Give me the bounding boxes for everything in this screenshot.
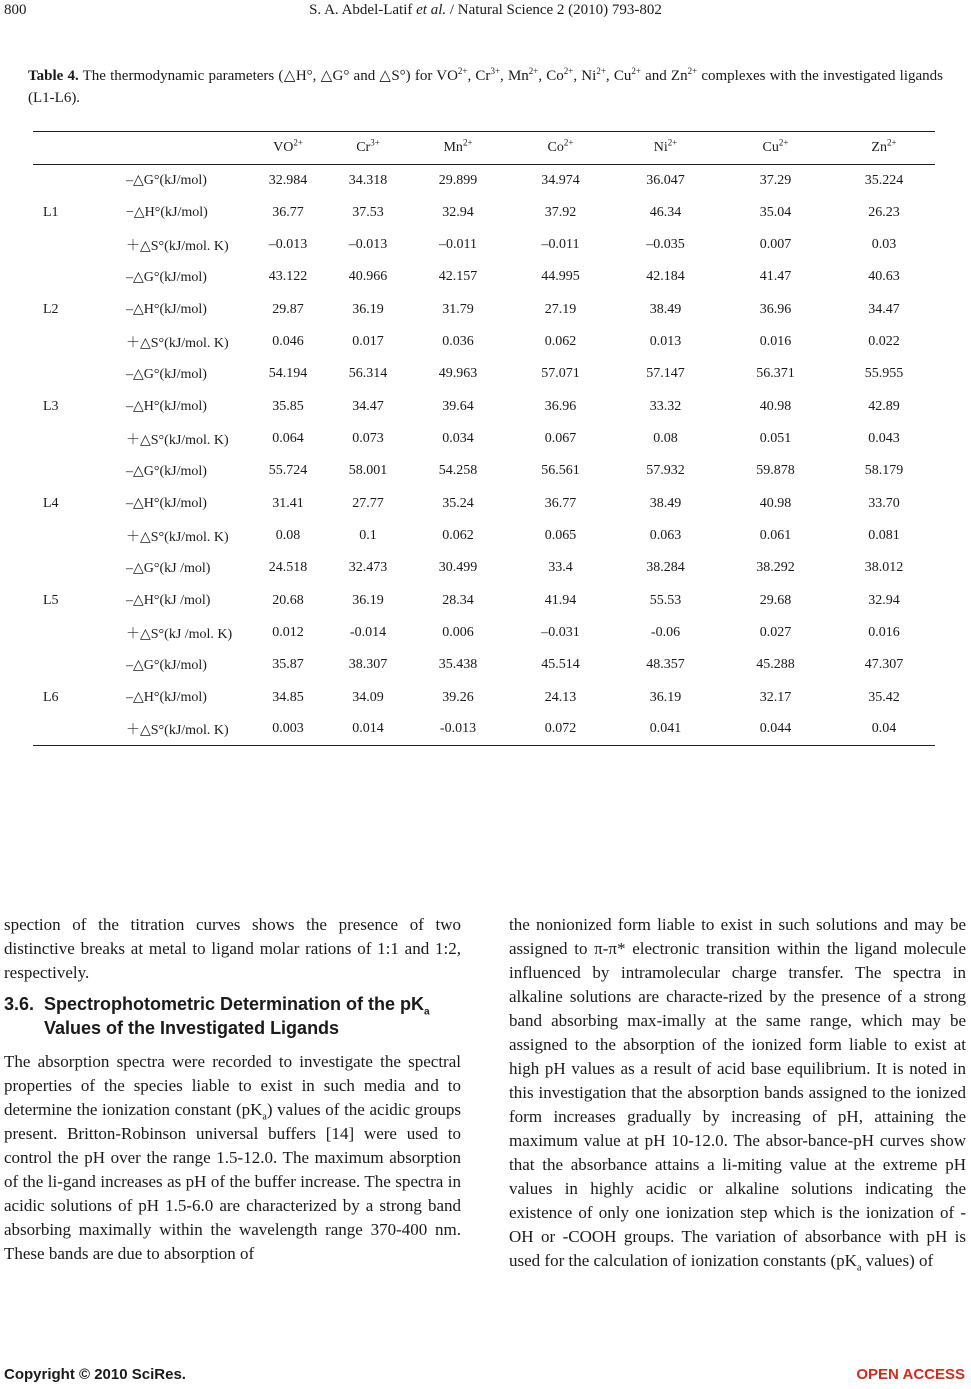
value-cell: 36.19 — [352, 301, 384, 317]
value-cell: 33.70 — [868, 495, 900, 511]
value-cell: 24.13 — [544, 689, 577, 705]
value-cell: 0.063 — [649, 527, 682, 543]
thermodynamic-table — [33, 131, 935, 746]
value-cell: 58.001 — [348, 463, 388, 478]
charge-superscript: 3+ — [370, 137, 380, 148]
table-row — [33, 714, 935, 746]
caption-text: , Cu — [605, 68, 632, 84]
charge-superscript: 2+ — [528, 66, 539, 76]
value-cell: 40.98 — [759, 495, 792, 511]
value-cell: 0.044 — [718, 714, 833, 746]
ligand-label — [33, 552, 78, 585]
table-row — [33, 552, 935, 585]
value-cell: 34.47 — [352, 398, 384, 414]
ligand-label — [33, 165, 78, 197]
parameter-label: –△H°(kJ /mol) — [126, 593, 211, 608]
value-cell: 0.08 — [275, 527, 301, 543]
value-cell: 34.47 — [868, 301, 900, 317]
value-cell: 24.518 — [268, 560, 308, 575]
value-cell: 42.157 — [438, 269, 478, 284]
value-cell: 42.89 — [868, 398, 900, 414]
value-cell: -0.06 — [650, 624, 681, 640]
parameter-label: –△G°(kJ/mol) — [126, 366, 207, 382]
value-cell: 0.027 — [759, 624, 792, 640]
column-header-metal — [248, 132, 328, 165]
metal-symbol: Ni — [653, 140, 668, 155]
value-cell: 57.071 — [541, 366, 580, 381]
value-cell: -0.013 — [408, 714, 508, 746]
value-cell: 0.081 — [868, 527, 900, 543]
value-cell: 0.017 — [352, 333, 384, 349]
value-cell: 47.307 — [864, 657, 904, 672]
paragraph-text: values) of — [861, 1251, 934, 1270]
value-cell: 38.49 — [649, 495, 682, 511]
value-cell: 32.94 — [868, 592, 900, 608]
value-cell: 54.258 — [438, 463, 478, 478]
value-cell: 0.072 — [508, 714, 613, 746]
value-cell: 36.96 — [544, 398, 577, 414]
table-row — [33, 165, 935, 197]
value-cell: 57.147 — [646, 366, 685, 381]
metal-symbol: Cr — [356, 140, 371, 155]
value-cell: 31.41 — [272, 495, 304, 511]
caption-text: , Cr — [467, 68, 491, 84]
value-cell: 40.63 — [868, 269, 900, 284]
value-cell: 39.26 — [442, 689, 474, 705]
value-cell: –0.013 — [268, 236, 308, 252]
parameter-label: –△H°(kJ/mol) — [126, 399, 207, 414]
value-cell: 0.065 — [544, 527, 577, 543]
value-cell: 28.34 — [442, 592, 474, 608]
charge-superscript: 2+ — [596, 66, 606, 76]
value-cell: –0.031 — [541, 624, 580, 640]
journal-reference — [0, 2, 971, 19]
header-row — [33, 132, 935, 165]
right-column — [509, 913, 966, 1273]
value-cell: 41.94 — [544, 592, 577, 608]
value-cell: 37.53 — [352, 204, 384, 220]
value-cell: 0.013 — [649, 333, 682, 349]
charge-superscript: 2+ — [667, 137, 678, 148]
value-cell: 26.23 — [868, 204, 900, 220]
running-header — [0, 2, 971, 24]
parameter-label: –△H°(kJ/mol) — [126, 302, 207, 317]
citation: / Natural Science 2 (2010) 793-802 — [446, 2, 662, 18]
subscript: a — [424, 1006, 430, 1018]
value-cell: 34.974 — [541, 172, 580, 188]
value-cell: 36.047 — [646, 172, 685, 188]
value-cell: 36.19 — [352, 592, 384, 608]
value-cell: 0.016 — [868, 624, 900, 640]
ligand-label — [33, 326, 78, 358]
table-row — [33, 358, 935, 391]
value-cell: 56.314 — [348, 366, 388, 381]
value-cell: 54.194 — [268, 366, 308, 381]
value-cell: 0.04 — [833, 714, 935, 746]
value-cell: 0.062 — [544, 333, 577, 349]
parameter-label: ＋△S°(kJ/mol. K) — [78, 714, 248, 746]
ligand-label — [33, 423, 78, 455]
value-cell: 35.438 — [438, 657, 478, 672]
value-cell: 39.64 — [442, 398, 474, 414]
value-cell: 0.061 — [759, 527, 792, 543]
value-cell: 40.98 — [759, 398, 792, 414]
metal-symbol: VO — [273, 140, 294, 155]
value-cell: 35.85 — [272, 398, 304, 414]
value-cell: 57.932 — [646, 463, 685, 478]
section-number: 3.6. — [4, 994, 35, 1014]
parameter-label: ＋△S°(kJ/mol. K) — [126, 238, 229, 254]
table-row — [33, 649, 935, 682]
column-header-metal — [328, 132, 408, 165]
value-cell: 31.79 — [442, 301, 474, 317]
value-cell: 35.42 — [868, 689, 900, 705]
value-cell: 46.34 — [649, 204, 682, 220]
value-cell: 29.87 — [272, 301, 304, 317]
parameter-label: –△G°(kJ/mol) — [126, 269, 207, 285]
metal-symbol: Co — [547, 140, 564, 155]
value-cell: 37.29 — [759, 172, 792, 188]
value-cell: 0.051 — [759, 430, 792, 446]
table-caption — [28, 65, 943, 109]
table-label: Table 4. — [28, 68, 79, 84]
table-row — [33, 391, 935, 423]
value-cell: 35.87 — [272, 657, 304, 672]
value-cell: 59.878 — [756, 463, 795, 478]
caption-text: and Zn — [640, 68, 688, 84]
value-cell: 35.224 — [864, 172, 904, 188]
value-cell: 32.473 — [348, 560, 388, 575]
charge-superscript: 2+ — [687, 66, 698, 76]
value-cell: 40.966 — [348, 269, 388, 284]
value-cell: 36.19 — [649, 689, 682, 705]
value-cell: 0.03 — [871, 236, 897, 252]
value-cell: 48.357 — [646, 657, 685, 672]
table-row — [33, 488, 935, 520]
value-cell: 38.292 — [756, 560, 795, 575]
table-row — [33, 229, 935, 261]
left-column — [4, 913, 461, 1266]
value-cell: 38.284 — [646, 560, 685, 575]
table-row — [33, 261, 935, 294]
value-cell: 30.499 — [438, 560, 478, 575]
value-cell: 29.68 — [759, 592, 792, 608]
parameter-label: –△G°(kJ/mol) — [126, 657, 207, 673]
header-blank — [78, 132, 248, 165]
value-cell: 20.68 — [272, 592, 304, 608]
charge-superscript: 2+ — [462, 137, 473, 148]
value-cell: 32.984 — [268, 172, 308, 188]
value-cell: 0.014 — [328, 714, 408, 746]
section-heading — [4, 992, 461, 1040]
caption-text: , Ni — [573, 68, 597, 84]
caption-text: , Co — [538, 68, 564, 84]
column-header-metal — [833, 132, 935, 165]
parameter-label: –△H°(kJ/mol) — [126, 690, 207, 705]
value-cell: 0.046 — [272, 333, 304, 349]
ligand-label — [33, 358, 78, 391]
subscript: a — [262, 1111, 267, 1123]
charge-superscript: 2+ — [778, 137, 789, 148]
parameter-label: –△G°(kJ /mol) — [126, 560, 211, 576]
value-cell: -0.014 — [349, 624, 387, 640]
parameter-label: –△G°(kJ/mol) — [126, 173, 207, 189]
charge-superscript: 2+ — [457, 66, 468, 76]
header-blank — [33, 132, 78, 165]
value-cell: 44.995 — [541, 269, 580, 284]
paragraph: spection of the titration curves shows the presence of two distinctive breaks at metal to ligand molar rations of 1:1 and 1:2, respectively. — [4, 915, 461, 982]
value-cell: 34.85 — [272, 689, 304, 705]
value-cell: 0.007 — [759, 236, 792, 252]
page-number: 800 — [4, 2, 27, 18]
charge-superscript: 2+ — [563, 66, 574, 76]
value-cell: 45.514 — [541, 657, 580, 672]
value-cell: 56.561 — [541, 463, 580, 478]
et-al: et al. — [416, 2, 447, 18]
value-cell: 38.012 — [864, 560, 904, 575]
paragraph — [4, 1050, 461, 1266]
value-cell: 55.724 — [268, 463, 308, 478]
paragraph — [509, 913, 966, 1273]
metal-symbol: Zn — [871, 140, 887, 155]
column-header-metal — [613, 132, 718, 165]
value-cell: 45.288 — [756, 657, 795, 672]
value-cell: 34.318 — [348, 172, 388, 188]
value-cell: 0.003 — [248, 714, 328, 746]
value-cell: –0.013 — [348, 236, 388, 252]
ligand-label — [33, 649, 78, 682]
value-cell: 32.17 — [759, 689, 792, 705]
ligand-label: L5 — [43, 592, 59, 608]
paragraph-text: ) values of the acidic groups present. Britton-Robinson universal buffers [14] were used to control the pH over the range 1.5-12.0. The maximum absorption of the li-gand increases as pH of the buffer increase. The spectra in acidic solutions of pH 1.5-6.0 are characterized by a strong band absorbing maximally within the wavelength range 370-400 nm. These bands are due to absorption of — [4, 1100, 462, 1263]
value-cell: 35.24 — [442, 495, 474, 511]
value-cell: 0.08 — [653, 430, 678, 446]
column-header-metal — [718, 132, 833, 165]
table-row — [33, 455, 935, 488]
column-header-metal — [508, 132, 613, 165]
parameter-label: –△H°(kJ/mol) — [126, 496, 207, 511]
table-row — [33, 585, 935, 617]
authors: S. A. Abdel-Latif — [309, 2, 417, 18]
ligand-label — [33, 617, 78, 649]
value-cell: 0.064 — [272, 430, 304, 446]
value-cell: 36.77 — [272, 204, 304, 220]
parameter-label: ＋△S°(kJ/mol. K) — [126, 529, 229, 545]
value-cell: 29.899 — [438, 172, 478, 188]
value-cell: 0.036 — [442, 333, 474, 349]
value-cell: –0.035 — [646, 236, 685, 252]
value-cell: 38.49 — [649, 301, 682, 317]
ligand-label: L2 — [43, 301, 59, 317]
value-cell: 0.1 — [359, 527, 377, 543]
value-cell: 36.77 — [544, 495, 577, 511]
charge-superscript: 2+ — [631, 66, 641, 76]
table-row — [33, 617, 935, 649]
charge-superscript: 2+ — [886, 137, 897, 148]
value-cell: 0.034 — [442, 430, 474, 446]
value-cell: 27.77 — [352, 495, 384, 511]
value-cell: 49.963 — [438, 366, 478, 381]
ligand-label: L3 — [43, 398, 59, 414]
parameter-label: ＋△S°(kJ/mol. K) — [126, 335, 229, 351]
value-cell: 35.04 — [759, 204, 792, 220]
open-access-label: OPEN ACCESS — [856, 1366, 965, 1383]
table-row — [33, 326, 935, 358]
copyright-notice: Copyright © 2010 SciRes. — [4, 1366, 186, 1383]
value-cell: 0.043 — [868, 430, 900, 446]
value-cell: 42.184 — [646, 269, 685, 284]
column-header-metal — [408, 132, 508, 165]
value-cell: –0.011 — [439, 236, 477, 252]
metal-symbol: Cu — [762, 140, 779, 155]
caption-text: , Mn — [500, 68, 529, 84]
paragraph-text: the nonionized form liable to exist in such solutions and may be assigned to π-π* electronic transition within the ligand molecule influenced by intramolecular charge transfer. The spectra in alkaline solutions are characte-rized by the presence of a strong band absorbing max-imally at the same range, which may be assigned to the absorption of the ionized form liable to exist at high pH values as a result of acid base equilibrium. It is noted in this investigation that the absorption bands assigned to the ionized form increases gradually by increasing of pH, attaining the maximum value at pH 10-12.0. The absor-bance-pH curves show that the absorbance attains a li-miting value at the extreme pH values in highly acidic or alkaline solutions indicating the existence of only one ionization step which is the ionization of -OH or -COOH groups. The variation of absorbance with pH is used for the calculation of ionization constants (pK — [509, 915, 966, 1270]
value-cell: 56.371 — [756, 366, 795, 381]
value-cell: 41.47 — [759, 269, 792, 284]
value-cell: –0.011 — [541, 236, 580, 252]
ligand-label — [33, 714, 78, 746]
value-cell: 55.955 — [864, 366, 904, 381]
value-cell: 43.122 — [268, 269, 308, 284]
table-header — [33, 132, 935, 165]
value-cell: 32.94 — [442, 204, 474, 220]
value-cell: 36.96 — [759, 301, 792, 317]
value-cell: 33.4 — [548, 560, 573, 575]
value-cell: 0.022 — [868, 333, 900, 349]
value-cell: 55.53 — [649, 592, 682, 608]
parameter-label: ＋△S°(kJ /mol. K) — [126, 626, 233, 642]
value-cell: 0.062 — [442, 527, 474, 543]
value-cell: 27.19 — [544, 301, 577, 317]
charge-superscript: 2+ — [563, 137, 574, 148]
parameter-label: −△H°(kJ/mol) — [126, 205, 208, 220]
value-cell: 0.006 — [442, 624, 474, 640]
table-row — [33, 520, 935, 552]
table-row — [33, 423, 935, 455]
ligand-label: L4 — [43, 495, 59, 511]
value-cell: 0.012 — [272, 624, 304, 640]
paragraph-text: The absorption spectra were recorded to investigate the spectral properties of the species liable to exist in such media and to determine the ionization constant (pK — [4, 1052, 461, 1119]
section-title: Spectrophotometric Determination of the pK — [44, 994, 425, 1014]
value-cell: 0.016 — [759, 333, 792, 349]
value-cell: 0.073 — [352, 430, 384, 446]
metal-symbol: Mn — [443, 140, 463, 155]
value-cell: 34.09 — [352, 689, 384, 705]
value-cell: 0.067 — [544, 430, 577, 446]
section-title: Values of the Investigated Ligands — [44, 1018, 340, 1038]
table-row — [33, 294, 935, 326]
table-body — [33, 165, 935, 746]
caption-text: The thermodynamic parameters (△H°, △G° and △S°) for VO — [78, 68, 458, 84]
ligand-label — [33, 455, 78, 488]
caption-text: complexes with the investigated ligands (L1-L6). — [28, 68, 944, 106]
ligand-label: L1 — [43, 204, 59, 220]
parameter-label: –△G°(kJ/mol) — [126, 463, 207, 479]
table-row — [33, 682, 935, 714]
ligand-label — [33, 520, 78, 552]
value-cell: 37.92 — [544, 204, 577, 220]
charge-superscript: 3+ — [490, 66, 501, 76]
subscript: a — [856, 1262, 862, 1274]
ligand-label — [33, 229, 78, 261]
value-cell: 38.307 — [348, 657, 388, 672]
value-cell: 58.179 — [864, 463, 904, 478]
charge-superscript: 2+ — [293, 137, 303, 148]
parameter-label: ＋△S°(kJ/mol. K) — [126, 432, 229, 448]
value-cell: 33.32 — [649, 398, 682, 414]
ligand-label: L6 — [43, 689, 59, 705]
ligand-label — [33, 261, 78, 294]
table-row — [33, 197, 935, 229]
value-cell: 0.041 — [613, 714, 718, 746]
